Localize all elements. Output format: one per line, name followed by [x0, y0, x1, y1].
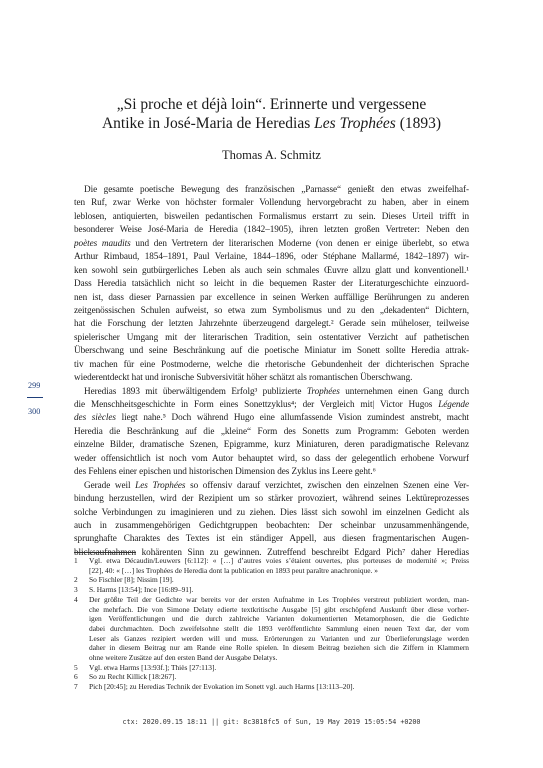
body-line: wiederentdeckt hat und ironische Subversivität höher schätzt als romantischen Überschwang.: [74, 372, 413, 383]
body-line: ten Ruf, zwar Werke von höchster formaler Vollendung hervorgebracht zu haben, aber in einem: [74, 197, 469, 208]
footnote-line: S. Harms [13:54]; Ince [16:89–91].: [89, 585, 194, 595]
footnote-line: Pich [20:45]; zu Heredias Technik der Evokation im Sonett vgl. auch Harms [13:113–20].: [89, 682, 355, 692]
body-line: einzelne Bilder, dramatische Szenen, Epigramme, kurz Miniaturen, deren paradigmatische Relevanz: [74, 439, 469, 450]
body-line: nen ist, dass dieser Parnassien par excellence in seinen Werken auffällige Berührungen zu anderen: [74, 291, 469, 302]
footnote-line: Leser als Ganzes rezipiert werden will und muss. Erörterungen zu Varianten und zur Überlieferungslage werden: [89, 633, 469, 643]
footnote: [74, 556, 469, 575]
footnote-number: 2: [74, 575, 78, 585]
body-line: Dass Heredia tatsächlich nicht so leicht in die bequemen Raster der Literaturgeschichte einzuord-: [74, 278, 469, 289]
footnote-separator: [74, 552, 136, 553]
footnote-number: 4: [74, 594, 78, 604]
footnote-line: So zu Recht Killick [18:267].: [89, 672, 177, 682]
footnote-line: Der größte Teil der Gedichte war bereits vor der ersten Aufnahme in Les Trophées verstreut publiziert worden, man-: [89, 594, 469, 604]
body-line: des siècles liegt nahe.⁵ Doch während Hugo eine allumfassende Vision zumindest anstrebt, macht: [74, 412, 469, 423]
body-line: poètes maudits und den Vertretern der literarischen Moderne (von denen er einige überlebt, so etwa: [74, 237, 469, 248]
footnote-line: che mehrfach. Die von Simone Delaty edierte textkritische Ausgabe [5] gibt erschöpfend Auskunft über diese vorher-: [89, 604, 469, 614]
footnote: [74, 672, 469, 682]
body-line: leblosen, antiquierten, bisweilen pedantischen Formalismus erstarrt zu sein. Dieses Urteil trifft in: [74, 210, 469, 221]
body-line: solche Verbindungen zu imaginieren und zu ziehen. Dies lässt sich sowohl im einzelnen Gedicht als: [74, 506, 469, 517]
body-line: zeitgenössischen Schulen aufweist, so etwa zum Symbolismus und zu den „dekadenten“ Dichtern,: [74, 304, 469, 315]
title-line-2-pre: Antike in José-Maria de Heredias: [101, 115, 315, 132]
build-footer: ctx: 2020.09.15 18:11 || git: 8c3818fc5 of Sun, 19 May 2019 15:05:54 +0200: [122, 718, 421, 726]
body-line: besonderer Weise José-Maria de Heredia (1842–1905), ihren letzten großen Vertreter: Neben den: [74, 224, 469, 235]
body-line: spielerischer Umgang mit der literarischen Tradition, sein ostentativer Verzicht auf pathetischen: [74, 331, 469, 342]
body-line: tiv machen für eine Postmoderne, welche die rhetorische Gebundenheit der dichterischen Sprache: [74, 358, 469, 369]
title-line-1: „Si proche et déjà loin“. Erinnerte und vergessene: [116, 96, 427, 113]
footnote: [74, 682, 469, 692]
footnote-line: ohne weitere Zusätze auf den ersten Band der Ausgabe Delatys.: [89, 653, 278, 663]
margin-page-number-300: 300: [28, 407, 41, 416]
body-line: Die gesamte poetische Bewegung des französischen „Parnasse“ genießt den etwas zweifelhaf-: [84, 184, 469, 194]
footnote: [74, 663, 469, 673]
body-line: des Fehlens einer epischen und historischen Dimension des Zyklus ins Leere geht.⁶: [74, 466, 376, 477]
margin-page-break-rule: [27, 397, 43, 398]
body-line: sprunghafte Charaktes des Textes ist ein ständiger Appell, aus diesen fragmentarischen Augen-: [74, 533, 469, 544]
footnote: [74, 585, 469, 595]
footnote: [74, 575, 469, 585]
footnote-line: daher in diesem Beitrag nur am Rande eine Rolle spielen. In diesem Beitrag beziehen sich die Ziffern in Klammern: [89, 643, 469, 653]
footnote-line: Vgl. etwa Harms [13:93f.]; Thiès [27:113].: [89, 662, 217, 672]
body-line: die Menschheitsgeschichte in Form eines Sonettzyklus⁴; der Vergleich mit| Victor Hugos Légende: [74, 399, 469, 409]
body-line: auch in zusammengehörigen Gedichtgruppen beobachten: Der scheinbar unzusammenhängende,: [74, 519, 469, 530]
margin-page-number-299: 299: [28, 381, 41, 390]
body-line: Arthur Rimbaud, 1854–1891, Paul Verlaine, 1844–1896, oder Stéphane Mallarmé, 1842–1897) wir-: [74, 251, 469, 262]
footnotes: [74, 556, 469, 692]
footnote-line: igen Veröffentlichungen und die durch zahlreiche Varianten dokumentierten Metamorphosen, die die Gedichte: [89, 614, 469, 624]
footnote-number: 5: [74, 662, 78, 672]
footnote-line: [22], 40: « […] les Trophées de Heredia dont la publication en 1893 peut paraître anachronique. »: [89, 565, 378, 575]
body-line: blicksaufnahmen kohärenten Sinn zu gewinnen. Zutreffend beschreibt Edgard Pich⁷ daher Heredias: [74, 546, 469, 557]
body-line: weder offensichtlich ist noch vom Autor behauptet wird, so dass der gelegentlich erhobene Vorwurf: [74, 452, 469, 463]
body-line: Überschwang und seine Beschränkung auf die poetische Miniatur im Sonett sollte Heredia attrak-: [74, 345, 469, 356]
footnote: [74, 595, 469, 663]
author-name: Thomas A. Schmitz: [222, 148, 321, 162]
title-line-2: [60, 114, 483, 133]
body-line: Heredia die Beschränkung auf die „kleine“ Form des Sonetts zum Programm: Geboten werden: [74, 425, 469, 436]
body-line: hat die Forschung der letzten Jahrzehnte überzeugend dargelegt.² Gerade sein müheloser, teilweise: [74, 318, 469, 329]
body-line: Heredias 1893 mit überwältigendem Erfolg³ publizierte Trophées unternehmen einen Gang durch: [84, 385, 469, 396]
footnote-line: Vgl. etwa Décaudin/Leuwers [6:112]: « […] d’autres voies s’étaient ouvertes, plus porteuses de modernité »; Preiss: [89, 556, 469, 565]
body-line: ken sowohl sein gutbürgerliches Leben als auch sein schmales Œuvre allzu glatt und konventionell.¹: [74, 264, 469, 275]
article-title: [60, 95, 483, 133]
footnote-line: dabei durchmachten. Doch zweifelsohne stellt die 1893 veröffentlichte Sammlung einen neuen Text dar, der vom: [89, 623, 469, 633]
footnote-line: So Fischler [8]; Nissim [19].: [89, 575, 174, 585]
body-text: [74, 183, 469, 559]
footnote-number: 6: [74, 672, 78, 682]
footnote-number: 1: [74, 556, 78, 565]
footnote-number: 7: [74, 682, 78, 692]
footnote-number: 3: [74, 585, 78, 595]
title-italic: Les Trophées: [314, 115, 396, 132]
title-line-2-post: (1893): [395, 115, 442, 132]
body-line: Gerade weil Les Trophées so offensiv darauf verzichtet, zwischen den einzelnen Szenen eine Ver-: [84, 479, 469, 490]
body-line: bindung herzustellen, wird der Rezipient um so stärker provoziert, während seines Lektüreprozesses: [74, 493, 469, 504]
